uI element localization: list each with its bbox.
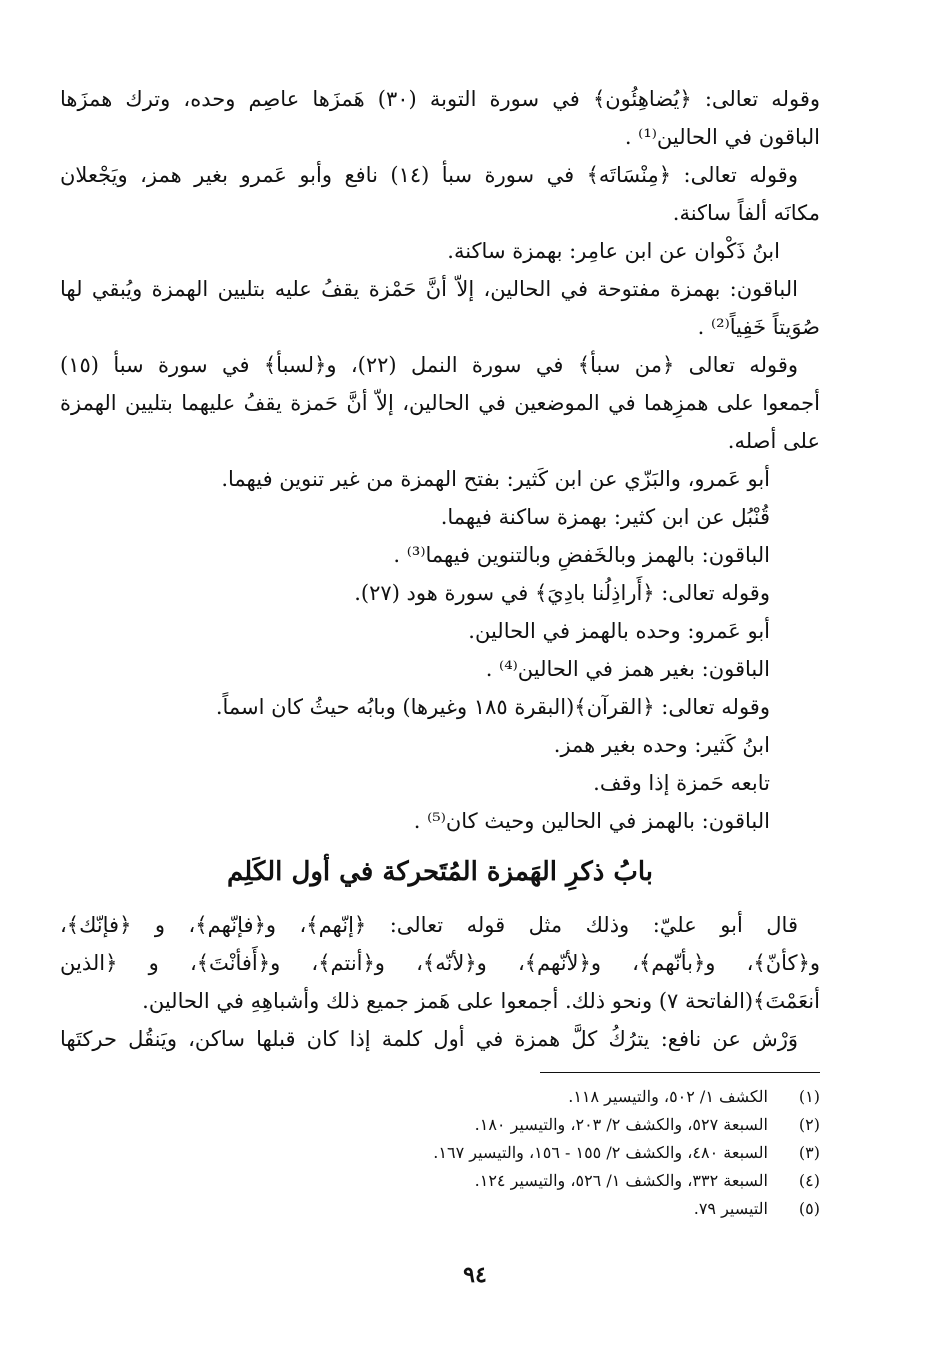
footnote-text: التيسير ٧٩. [693,1199,768,1218]
text-line: أجمعوا على همزِهما في الموضعين في الحالين، إلاّ أنَّ حَمزة يقفُ عليهما بتليين الهمزة [60,391,820,415]
footnote-number: (١) [798,1087,820,1106]
text-line: وقوله تعالى: ﴿أَراذِلُنا بادِيَ﴾ في سورة هود (٢٧). [354,581,770,605]
paragraph [60,346,820,460]
text-line: الباقون: بالهمز في الحالين وحيث كان⁽⁵⁾ . [413,809,770,833]
footnote-number: (٢) [798,1115,820,1134]
paragraph [60,156,820,232]
footnote-number: (٣) [798,1143,820,1162]
text-line: وَرْش عن نافع: يترُكُ كلَّ همزة في أول كلمة إذا كان قبلها ساكن، ويَنقُل حركتَها [60,1027,798,1051]
footnote-separator [540,1072,820,1073]
text-line: وقوله تعالى ﴿من سبأ﴾ في سورة النمل (٢٢)، و﴿لسبأ﴾ في سورة سبأ (١٥) [60,353,798,377]
text-line: قال أبو عليّ: وذلك مثل قوله تعالى: ﴿إنّهم﴾، و﴿فإنّهم﴾، و ﴿فإنّك﴾، [60,913,798,937]
paragraph [60,80,820,156]
footnote-text: السبعة ٣٣٢، والكشف ١/ ٥٢٦، والتيسير ١٢٤. [474,1171,768,1190]
text-line: تابعه حَمزة إذا وقف. [593,771,770,795]
page-number: ٩٤ [463,1262,487,1288]
paragraph [60,270,820,346]
text-line: الباقون في الحالين⁽¹⁾ . [624,125,820,149]
text-line: و﴿كأنّ﴾، و﴿بأنّهم﴾، و﴿لأنّهم﴾، و﴿لأنّه﴾، و﴿أنتم﴾، و﴿أَفأنْتَ﴾، و ﴿الذين [60,951,820,975]
text-line: وقوله تعالى: ﴿القرآن﴾(البقرة ١٨٥ وغيرها) وبابُه حيثُ كان اسماً. [215,695,770,719]
text-line: أنعَمْتَ﴾(الفاتحة ٧) ونحو ذلك. أجمعوا على هَمز جميع ذلك وأشباهِهِ في الحالين. [142,989,820,1013]
section-heading: بابُ ذكرِ الهَمزة المُتَحركة في أول الكَلِم [226,857,654,887]
footnotes [60,1083,820,1223]
text-line: وقوله تعالى: ﴿مِنْسَاتَه﴾ في سورة سبأ (١٤) نافع وأبو عَمرو بغير همز، ويَجْعلان [60,163,798,187]
paragraph [60,906,820,1020]
text-line: ابنُ ذَكْوان عن ابن عامِر: بهمزة ساكنة. [447,239,780,263]
footnote [60,1083,820,1111]
footnote-text: السبعة ٤٨٠، والكشف ٢/ ١٥٥ - ١٥٦، والتيسير ١٦٧. [433,1143,768,1162]
text-line: على أصله. [727,429,820,453]
page-body [60,80,820,1223]
footnote-number: (٥) [798,1199,820,1218]
footnote-text: الكشف ١/ ٥٠٢، والتيسير ١١٨. [568,1087,768,1106]
footnote [60,1139,820,1167]
text-line: وقوله تعالى: ﴿يُضاهِئُون﴾ في سورة التوبة (٣٠) هَمزَها عاصِم وحده، وترك همزَها [60,87,820,111]
text-line: الباقون: بالهمز وبالخَفضِ وبالتنوين فيهما⁽³⁾ . [393,543,770,567]
text-line: الباقون: بغير همز في الحالين⁽⁴⁾ . [485,657,770,681]
footnote [60,1167,820,1195]
text-line: ابنُ كَثير: وحده بغير همز. [553,733,770,757]
text-line: الباقون: بهمزة مفتوحة في الحالين، إلاّ أنَّ حَمْزة يقفُ عليه بتليين الهمزة ويُبقي لها [60,277,798,301]
footnote [60,1111,820,1139]
text-line: أبو عَمرو، والبَزّي عن ابن كَثير: بفتح الهمزة من غير تنوين فيهما. [221,467,770,491]
text-line: مكانَه ألفاً ساكنة. [672,201,820,225]
text-line: قُنْبُل عن ابن كثير: بهمزة ساكنة فيهما. [440,505,770,529]
indented-block [60,460,820,840]
text-line: صُوَيتاً خَفِياً⁽²⁾ . [697,315,820,339]
text-line: أبو عَمرو: وحده بالهمز في الحالين. [468,619,770,643]
paragraph [60,232,820,270]
paragraph [60,1020,820,1058]
footnote-text: السبعة ٥٢٧، والكشف ٢/ ٢٠٣، والتيسير ١٨٠. [474,1115,768,1134]
footnote [60,1195,820,1223]
footnote-number: (٤) [798,1171,820,1190]
